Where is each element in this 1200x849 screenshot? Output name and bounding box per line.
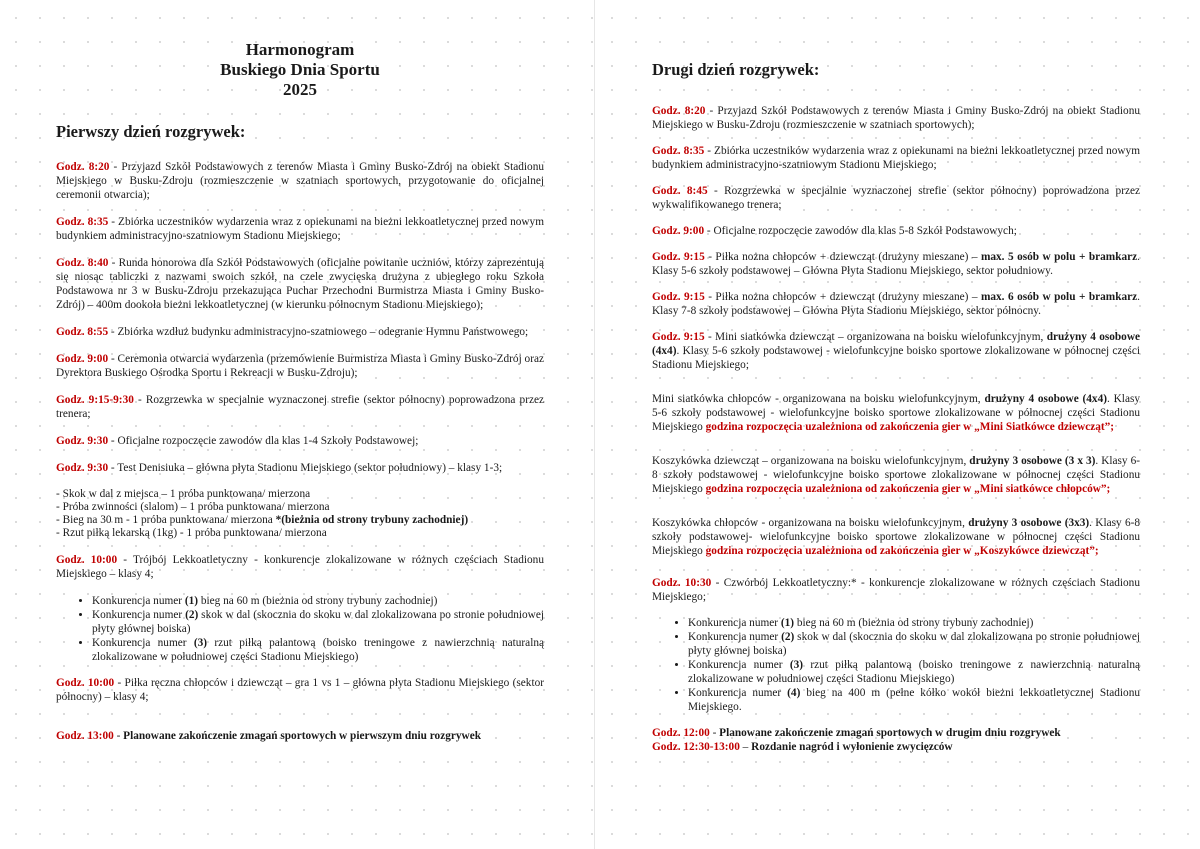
entry-text: - Rozgrzewka w specjalnie wyznaczonej strefie (sektor północny) poprowadzona przez wykwalifikowanego trenera; <box>652 185 1140 211</box>
competition-label: Konkurencja numer <box>688 631 782 643</box>
schedule-entry <box>652 290 1140 318</box>
denisiuk-test-list <box>56 488 544 540</box>
schedule-entry <box>652 250 1140 278</box>
entry-time: Godz. 8:35 <box>56 216 109 228</box>
competition-item <box>92 636 544 664</box>
entry-time: Godz. 9:30 <box>56 435 109 447</box>
entry-dependency-note: godzina rozpoczęcia uzależniona od zakończenia gier w „Koszykówce dziewcząt”; <box>705 545 1099 557</box>
schedule-entry <box>652 224 1140 238</box>
competition-number: (2) <box>185 609 199 621</box>
entry-text: - Rozgrzewka w specjalnie wyznaczonej strefie (sektor północny) poprowadzona przez trenera; <box>56 394 545 420</box>
schedule-entry <box>56 676 544 704</box>
competition-item <box>688 630 1140 658</box>
schedule-entry <box>56 393 544 421</box>
entry-text: - Piłka ręczna chłopców i dziewcząt – gra 1 vs 1 – główna płyta Stadionu Miejskiego (sektor północny) – klasy 4; <box>56 677 544 703</box>
schedule-entry <box>56 553 544 581</box>
entry-time: Godz. 8:35 <box>652 145 705 157</box>
competition-text: skok w dal (skocznia do skoku w dal zlokalizowana po stronie południowej płyty głównej boiska) <box>688 631 1140 657</box>
entry-text: Koszykówka chłopców - organizowana na boisku wielofunkcyjnym, <box>652 517 969 529</box>
entry-dependency-note: godzina rozpoczęcia uzależniona od zakończenia gier w „Mini Siatkówce dziewcząt”; <box>705 421 1115 433</box>
entry-bold-text: drużyny 4 osobowe (4x4) <box>984 393 1107 405</box>
spacer <box>56 717 544 729</box>
page-divider <box>594 0 595 849</box>
entry-text: Mini siatkówka chłopców - organizowana na boisku wielofunkcyjnym, <box>652 393 985 405</box>
entry-bold-text: max. 6 osób w polu + bramkarz <box>980 291 1138 303</box>
competition-item <box>92 594 544 608</box>
entry-bold-text: Rozdanie nagród i wyłonienie zwycięzców <box>751 741 953 753</box>
page-left <box>0 0 594 849</box>
entry-text: . Klasy 7-8 szkoły podstawowej – Główna Płyta Stadionu Miejskiego, sektor północny. <box>652 291 1140 317</box>
competition-text: bieg na 400 m (pełne kółko wokół bieżni lekkoatletycznej Stadionu Miejskiego. <box>688 687 1140 713</box>
competition-label: Konkurencja numer <box>92 609 186 621</box>
entry-time: Godz. 9:15 <box>652 291 705 303</box>
entry-time: Godz. 9:15-9:30 <box>56 394 134 406</box>
entry-time: Godz. 9:00 <box>652 225 705 237</box>
competition-number: (1) <box>184 595 199 607</box>
entry-text: - Zbiórka uczestników wydarzenia wraz z opiekunami na bieżni lekkoatletycznej przed nowym budynkiem administracyjno-szatniowym Stadionu Miejskiego; <box>56 216 544 242</box>
entry-time: Godz. 9:15 <box>652 251 705 263</box>
competition-text: rzut piłką palantową (boisko treningowe z nawierzchnią naturalną zlokalizowane w południowej części Stadionu Miejskiego) <box>92 637 544 663</box>
schedule-entry <box>56 352 544 380</box>
page-right <box>596 0 1200 849</box>
entry-time: Godz. 9:00 <box>56 353 109 365</box>
competition-label: Konkurencja numer <box>92 595 185 607</box>
title-line-3: 2025 <box>283 80 317 99</box>
entry-text: - Przyjazd Szkół Podstawowych z terenów Miasta i Gminy Busko-Zdrój na obiekt Stadionu Miejskiego w Busku-Zdroju (rozmieszczenie w szatniach sportowych, przygotowanie do oficjalnej ceremonii otwarcia); <box>56 161 545 201</box>
schedule-entry <box>56 256 544 312</box>
competition-item <box>688 658 1140 686</box>
day2-heading: Drugi dzień rozgrywek: <box>652 60 820 79</box>
competition-number: (3) <box>193 637 208 649</box>
test-item <box>56 514 544 527</box>
schedule-entry <box>652 330 1140 372</box>
schedule-entry <box>652 104 1140 132</box>
test-item: - Próba zwinności (slalom) – 1 próba punktowana/ mierzona <box>56 501 330 513</box>
competition-label: Konkurencja numer <box>688 659 790 671</box>
entry-time: Godz. 9:15 <box>652 331 705 343</box>
test-item: - Rzut piłką lekarską (1kg) - 1 próba punktowana/ mierzona <box>56 527 327 539</box>
entry-text: - Ceremonia otwarcia wydarzenia (przemówienie Burmistrza Miasta i Gminy Busko-Zdrój oraz Dyrektora Buskiego Ośrodka Sportu i Rekreacji w Busku-Zdroju); <box>56 353 544 379</box>
schedule-entry <box>56 729 544 743</box>
entry-time: Godz. 12:00 <box>652 727 710 739</box>
entry-text: . Klasy 5-6 szkoły podstawowej – Główna Płyta Stadionu Miejskiego, sektor południowy. <box>652 251 1140 277</box>
schedule-entry <box>652 144 1140 172</box>
schedule-entry <box>652 516 1140 558</box>
competition-text: bieg na 60 m (bieżnia od strony trybuny zachodniej) <box>198 595 438 607</box>
entry-bold-text: Planowane zakończenie zmagań sportowych w pierwszym dniu rozgrywek <box>123 730 481 742</box>
entry-dependency-note: godzina rozpoczęcia uzależniona od zakończenia gier w „Mini siatkówce chłopców”; <box>705 483 1111 495</box>
entry-text: . Klasy 5-6 szkoły podstawowej - wielofunkcyjne boisko sportowe zlokalizowane w północnej części Stadionu Miejskiego <box>652 393 1140 433</box>
schedule-entry <box>652 184 1140 212</box>
competition-list <box>652 616 1140 714</box>
test-item-text: - Bieg na 30 m - 1 próba punktowana/ mierzona <box>56 514 276 526</box>
entry-time: Godz. 10:00 <box>56 677 115 689</box>
title-line-2: Buskiego Dnia Sportu <box>220 60 380 79</box>
entry-text: . Klasy 6-8 szkoły podstawowej - wielofunkcyjne boisko sportowe zlokalizowane w północnej części Stadionu Miejskiego <box>652 455 1140 495</box>
competition-number: (3) <box>789 659 804 671</box>
competition-text: bieg na 60 m (bieżnia od strony trybuny zachodniej) <box>794 617 1034 629</box>
schedule-entry <box>652 726 1140 740</box>
entry-text: - <box>709 727 720 739</box>
schedule-entry <box>56 325 544 339</box>
entry-text: . Klasy 5-6 szkoły podstawowej - wielofunkcyjne boisko sportowe zlokalizowane w północnej części Stadionu Miejskiego; <box>652 345 1140 371</box>
schedule-entry <box>652 392 1140 434</box>
entry-text: – <box>739 741 752 753</box>
competition-list <box>56 594 544 664</box>
entry-time: Godz. 8:40 <box>56 257 109 269</box>
entry-bold-text: drużyny 3 osobowe (3 x 3) <box>969 455 1096 467</box>
entry-text: - Zbiórka uczestników wydarzenia wraz z opiekunami na bieżni lekkoatletycznej przed nowym budynkiem administracyjno-szatniowym Stadionu Miejskiego; <box>652 145 1140 171</box>
entry-bold-text: drużyny 3 osobowe (3x3) <box>968 517 1090 529</box>
entry-text: - Mini siatkówka dziewcząt – organizowana na boisku wielofunkcyjnym, <box>704 331 1047 343</box>
day1-heading: Pierwszy dzień rozgrywek: <box>56 122 246 141</box>
entry-text: - Piłka nożna chłopców + dziewcząt (drużyny mieszane) – <box>704 251 981 263</box>
entry-time: Godz. 13:00 <box>56 730 114 742</box>
schedule-entry <box>56 461 544 475</box>
entry-bold-text: drużyny 4 osobowe (4x4) <box>652 331 1140 357</box>
competition-item <box>92 608 544 636</box>
entry-bold-text: max. 5 osób w polu + bramkarz <box>980 251 1138 263</box>
entry-text: - Trójbój Lekkoatletyczny - konkurencje zlokalizowane w różnych częściach Stadionu Miejskiego – klasy 4; <box>56 554 544 580</box>
entry-text: . Klasy 6-8 szkoły podstawowej- wielofunkcyjne boisko sportowe zlokalizowane w północnej części Stadionu Miejskiego <box>652 517 1140 557</box>
entry-text: - Zbiórka wzdłuż budynku administracyjno-szatniowego – odegranie Hymnu Państwowego; <box>108 326 529 338</box>
schedule-entry <box>56 215 544 243</box>
entry-time: Godz. 8:55 <box>56 326 109 338</box>
entry-time: Godz. 10:00 <box>56 554 118 566</box>
test-item: - Skok w dal z miejsca – 1 próba punktowana/ mierzona <box>56 488 311 500</box>
document-title <box>56 40 544 100</box>
entry-time: Godz. 10:30 <box>652 577 712 589</box>
entry-time: Godz. 8:45 <box>652 185 708 197</box>
competition-label: Konkurencja numer <box>92 637 194 649</box>
entry-time: Godz. 8:20 <box>56 161 110 173</box>
entry-time: Godz. 9:30 <box>56 462 109 474</box>
competition-text: skok w dal (skocznia do skoku w dal zlokalizowana po stronie południowej płyty głównej boiska) <box>92 609 544 635</box>
entry-text: - Czwórbój Lekkoatletyczny:* - konkurencje zlokalizowane w różnych częściach Stadionu Miejskiego; <box>652 577 1140 603</box>
entry-text: - Przyjazd Szkół Podstawowych z terenów Miasta i Gminy Busko-Zdrój na obiekt Stadionu Miejskiego w Busku-Zdroju (rozmieszczenie w szatniach sportowych); <box>652 105 1141 131</box>
competition-number: (2) <box>781 631 795 643</box>
entry-text: Koszykówka dziewcząt – organizowana na boisku wielofunkcyjnym, <box>652 455 970 467</box>
entry-text: - Runda honorowa dla Szkół Podstawowych (oficjalne powitanie uczniów, którzy zaprezentują się niosąc tabliczki z nazwami swoich szkół, na czele zwycięska drużyna z ubiegłego roku Szkoła Podstawowa nr 3 w Busku-Zdroju przekazująca Puchar Przechodni Burmistrza Miasta i Gminy Busko-Zdrój) – 400m dookoła bieżni lekkoatletycznej (w kierunku północnym Stadionu Miejskiego); <box>56 257 544 311</box>
competition-item <box>688 616 1140 630</box>
entry-time: Godz. 12:30-13:00 <box>652 741 740 753</box>
competition-label: Konkurencja numer <box>688 687 788 699</box>
schedule-entry <box>652 454 1140 496</box>
schedule-entry <box>56 434 544 448</box>
entry-text: - Oficjalne rozpoczęcie zawodów dla klas 1-4 Szkoły Podstawowej; <box>108 435 419 447</box>
schedule-entry <box>652 740 1140 754</box>
test-item-note: *(bieżnia od strony trybuny zachodniej) <box>275 514 469 526</box>
competition-text: rzut piłką palantową (boisko treningowe z nawierzchnią naturalną zlokalizowane w południowej części Stadionu Miejskiego) <box>688 659 1140 685</box>
competition-number: (1) <box>780 617 795 629</box>
entry-time: Godz. 8:20 <box>652 105 706 117</box>
entry-bold-text: Planowane zakończenie zmagań sportowych w drugim dniu rozgrywek <box>719 727 1061 739</box>
title-line-1: Harmonogram <box>245 40 355 59</box>
entry-text: - Test Denisiuka – główna płyta Stadionu Miejskiego (sektor południowy) – klasy 1-3; <box>108 462 503 474</box>
entry-text: - <box>113 730 124 742</box>
schedule-entry <box>652 576 1140 604</box>
entry-text: - Oficjalne rozpoczęcie zawodów dla klas 5-8 Szkół Podstawowych; <box>704 225 1017 237</box>
entry-text: - Piłka nożna chłopców + dziewcząt (drużyny mieszane) – <box>704 291 981 303</box>
schedule-entry <box>56 160 544 202</box>
competition-number: (4) <box>787 687 801 699</box>
competition-item <box>688 686 1140 714</box>
competition-label: Konkurencja numer <box>688 617 781 629</box>
